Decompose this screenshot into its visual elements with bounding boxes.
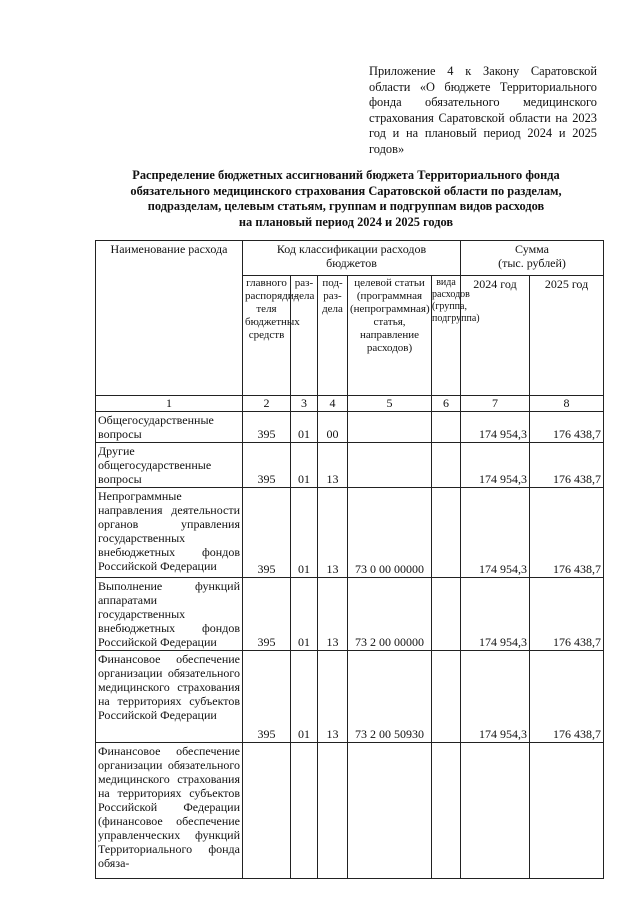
table-row — [96, 488, 604, 578]
row-sum-2024: 174 954,3 — [461, 578, 530, 651]
row-name: Выполнение функций аппаратами государственных внебюджетных фондов Российской Федерации — [96, 578, 243, 651]
row-pr: 13 — [318, 488, 348, 578]
row-csr — [348, 743, 432, 879]
header-col-2024: 2024 год — [461, 276, 530, 396]
row-sum-2024: 174 954,3 — [461, 488, 530, 578]
row-gr: 395 — [243, 488, 291, 578]
header-sum-line-1: Сумма — [515, 242, 549, 256]
row-sum-2025: 176 438,7 — [530, 578, 604, 651]
col-number: 6 — [432, 396, 461, 412]
document-title — [96, 168, 596, 230]
col-number: 7 — [461, 396, 530, 412]
row-name: Другие общегосударственные вопросы — [96, 443, 243, 488]
row-csr — [348, 443, 432, 488]
row-vr — [432, 412, 461, 443]
header-sum-line-2: (тыс. рублей) — [498, 256, 566, 270]
col-number: 5 — [348, 396, 432, 412]
row-sum-2024: 174 954,3 — [461, 443, 530, 488]
row-sum-2025: 176 438,7 — [530, 488, 604, 578]
row-vr — [432, 443, 461, 488]
header-col-csr: целевой статьи (программная (непрограммная) статья, направление расходов) — [348, 276, 432, 396]
row-csr: 73 2 00 00000 — [348, 578, 432, 651]
title-line-2: обязательного медицинского страхования Саратовской области по разделам, — [130, 183, 562, 198]
row-rz: 01 — [291, 651, 318, 743]
row-sum-2024: 174 954,3 — [461, 412, 530, 443]
header-codes — [243, 241, 461, 276]
row-sum-2024 — [461, 743, 530, 879]
row-gr: 395 — [243, 443, 291, 488]
table-row — [96, 651, 604, 743]
row-vr — [432, 743, 461, 879]
row-vr — [432, 578, 461, 651]
table-row — [96, 443, 604, 488]
row-sum-2025: 176 438,7 — [530, 443, 604, 488]
row-vr — [432, 488, 461, 578]
row-sum-2025: 176 438,7 — [530, 651, 604, 743]
col-number: 4 — [318, 396, 348, 412]
row-sum-2025: 176 438,7 — [530, 412, 604, 443]
row-gr: 395 — [243, 578, 291, 651]
row-pr: 13 — [318, 578, 348, 651]
row-rz: 01 — [291, 488, 318, 578]
header-codes-line-1: Код классификации расходов — [276, 242, 427, 256]
header-row-1 — [96, 241, 604, 276]
row-vr — [432, 651, 461, 743]
title-line-3: подразделам, целевым статьям, группам и подгруппам видов расходов — [147, 199, 545, 214]
header-col-2025: 2025 год — [530, 276, 604, 396]
row-name: Непрограммные направления деятельности органов управления государственных внебюджетных фондов Российской Федерации — [96, 488, 243, 578]
header-col-gr: главного распоряди-теля бюджетных средств — [243, 276, 291, 396]
row-rz: 01 — [291, 412, 318, 443]
row-csr: 73 2 00 50930 — [348, 651, 432, 743]
row-pr: 00 — [318, 412, 348, 443]
row-pr: 13 — [318, 443, 348, 488]
row-gr: 395 — [243, 412, 291, 443]
budget-table — [95, 240, 604, 879]
header-col-pr: под-раз-дела — [318, 276, 348, 396]
row-rz: 01 — [291, 578, 318, 651]
row-name: Финансовое обеспечение организации обязательного медицинского страхования на территориях субъектов Российской Федерации (финансовое обеспечение управленческих функций Территориального фонда обяза- — [96, 743, 243, 879]
row-csr: 73 0 00 00000 — [348, 488, 432, 578]
table-row — [96, 412, 604, 443]
row-pr — [318, 743, 348, 879]
header-name: Наименование расхода — [96, 241, 243, 396]
appendix-note: Приложение 4 к Закону Саратовской области «О бюджете Территориального фонда обязательного медицинского страхования Саратовской области на 2023 год и на плановый период 2024 и 2025 годов» — [369, 64, 597, 156]
title-line-4: на плановый период 2024 и 2025 годов — [238, 214, 454, 229]
col-number: 3 — [291, 396, 318, 412]
table-row — [96, 743, 604, 879]
col-number: 8 — [530, 396, 604, 412]
row-rz: 01 — [291, 443, 318, 488]
row-name: Финансовое обеспечение организации обязательного медицинского страхования на территориях субъектов Российской Федерации — [96, 651, 243, 743]
title-line-1: Распределение бюджетных ассигнований бюджета Территориального фонда — [132, 168, 560, 182]
row-name: Общегосударственные вопросы — [96, 412, 243, 443]
row-gr: 395 — [243, 651, 291, 743]
row-sum-2025 — [530, 743, 604, 879]
header-col-vr: вида расходов (группа, подгруппа) — [432, 276, 461, 396]
col-number: 1 — [96, 396, 243, 412]
row-csr — [348, 412, 432, 443]
header-codes-line-2: бюджетов — [326, 256, 377, 270]
row-pr: 13 — [318, 651, 348, 743]
row-gr — [243, 743, 291, 879]
column-number-row — [96, 396, 604, 412]
col-number: 2 — [243, 396, 291, 412]
row-rz — [291, 743, 318, 879]
row-sum-2024: 174 954,3 — [461, 651, 530, 743]
header-col-rz: раз-дела — [291, 276, 318, 396]
table-row — [96, 578, 604, 651]
header-sum — [461, 241, 604, 276]
